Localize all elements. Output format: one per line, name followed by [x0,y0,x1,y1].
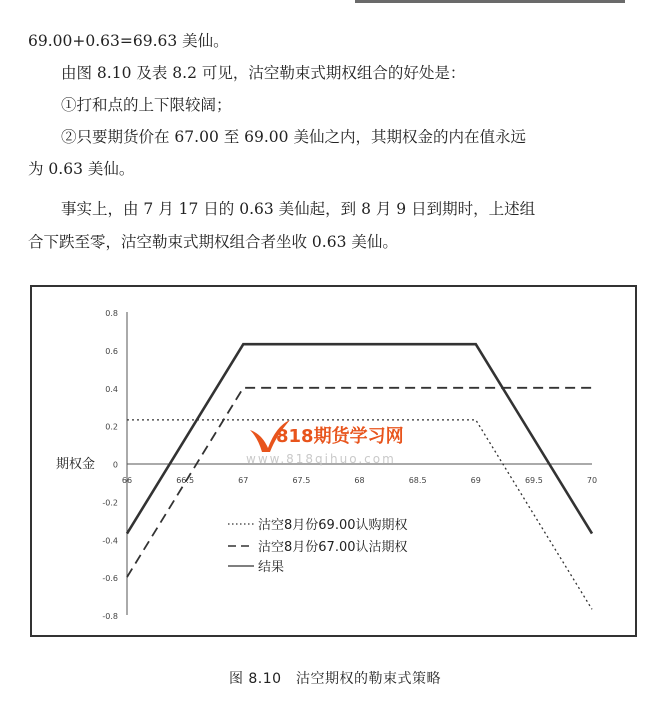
y-tick-label: -0.2 [102,498,118,508]
legend-label-call: 沽空8月份69.00认购期权 [258,518,408,533]
x-tick-label: 66.5 [176,476,195,485]
x-tick-label: 68.5 [408,476,427,485]
text-line-1: 69.00+0.63=69.63 美仙。 [28,32,229,50]
watermark-url: www.818qihuo.com [246,452,396,466]
legend-label-put: 沽空8月份67.00认沽期权 [258,540,408,555]
y-tick-label: 0.2 [105,422,118,432]
x-tick-label: 70 [586,476,598,485]
text-line-2: 由图 8.10 及表 8.2 可见，沽空勒束式期权组合的好处是： [61,64,466,82]
y-tick-label: 0.8 [105,309,118,318]
text-line-6: 事实上，由 7 月 17 日的 0.63 美仙起，到 8 月 9 日到期时，上述组 [61,200,536,218]
text-line-3: ①打和点的上下限较阔； [61,96,232,114]
figure-caption: 图 8.10 沽空期权的勒束式策略 [228,671,442,687]
y-tick-label: 0.4 [105,384,118,394]
watermark [246,420,404,466]
text-line-7: 合下跌至零，沽空勒束式期权组合者坐收 0.63 美仙。 [28,233,398,251]
series-line-dotted [127,420,592,609]
x-tick-label: 69 [470,476,481,485]
x-tick-label: 68 [354,476,365,485]
legend [228,517,408,575]
y-axis-label: 期权金 [56,457,96,472]
y-tick-label: 0.6 [105,346,118,356]
y-tick-label: 0 [112,460,118,470]
y-tick-label: -0.6 [102,574,118,584]
watermark-brand: 818期货学习网 [276,426,404,447]
legend-label-result: 结果 [258,560,285,575]
y-tick-label: -0.4 [102,536,118,546]
x-tick-label: 67.5 [292,476,311,485]
x-tick-label: 67 [238,476,249,485]
x-tick-label: 69.5 [524,476,543,485]
text-line-5: 为 0.63 美仙。 [28,160,135,178]
text-line-4: ②只要期货价在 67.00 至 69.00 美仙之内，其期权金的内在值永远 [61,128,526,146]
y-tick-label: -0.8 [102,612,118,621]
x-tick-label: 66 [121,476,133,485]
